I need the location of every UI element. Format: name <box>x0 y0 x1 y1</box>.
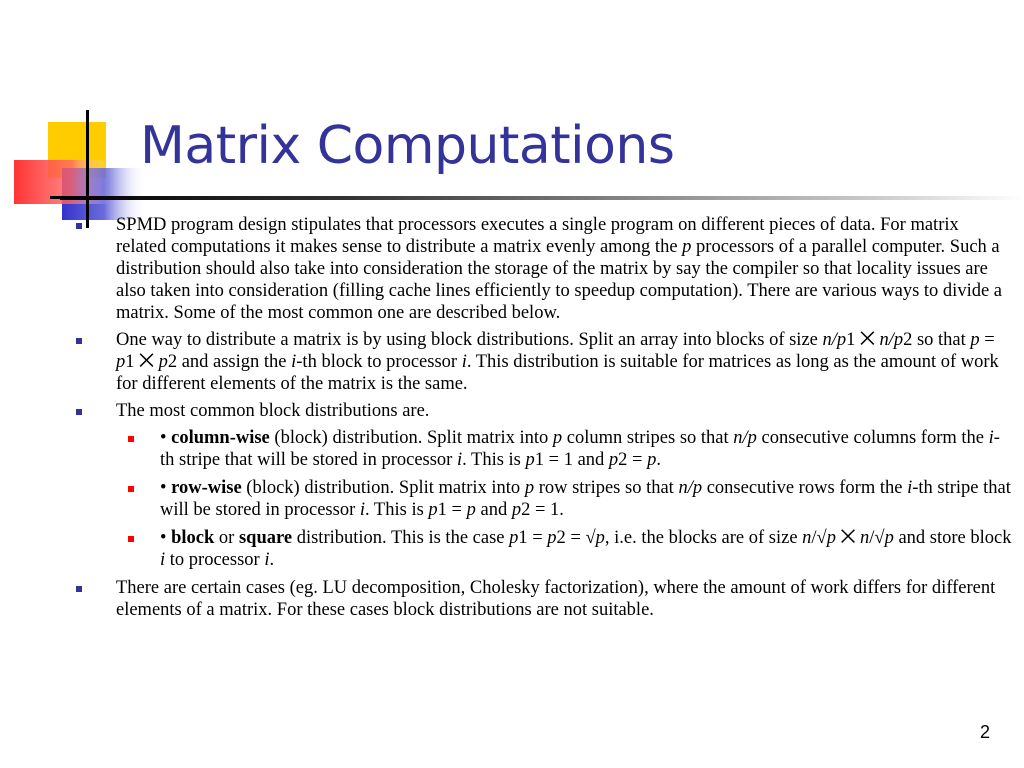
sub-bullet-text: • row-wise (block) distribution. Split matrix into p row stripes so that n/p consecutive rows form the i-th stripe that will be stored in processor i. This is p1 = p and p2 = 1. <box>160 478 1011 520</box>
bullet-text: One way to distribute a matrix is by using block distributions. Split an array into blocks of size n/p1 ⨉ n/p2 so that p = p1 ⨉ p2 and assign the i-th block to processor i. This distribution is suitable for matrices as long as the amount of work for different elements of the matrix is the same. <box>116 330 999 394</box>
red-square-bullet-icon <box>128 486 134 492</box>
bullet-item <box>76 329 1012 395</box>
square-bullet-icon <box>76 223 82 229</box>
sub-bullet-list <box>116 427 1012 571</box>
page-number: 2 <box>979 722 990 742</box>
slide-body <box>76 214 1012 626</box>
title-underline <box>60 196 1024 200</box>
red-square-bullet-icon <box>128 436 134 442</box>
bullet-text: SPMD program design stipulates that processors executes a single program on different pieces of data. For matrix related computations it makes sense to distribute a matrix evenly among the p processors of a parallel computer. Such a distribution should also take into consideration the storage of the matrix by say the compiler so that locality issues are also taken into consideration (filling cache lines efficiently to speedup computation). There are various ways to divide a matrix. Some of the most common one are described below. <box>116 215 1003 323</box>
red-square-bullet-icon <box>128 536 134 542</box>
bullet-item <box>76 214 1012 324</box>
sub-bullet-item <box>76 527 1012 571</box>
sub-bullet-item <box>76 427 1012 471</box>
bullet-text: There are certain cases (eg. LU decomposition, Cholesky factorization), where the amount of work differs for different elements of a matrix. For these cases block distributions are not suitable. <box>116 578 996 620</box>
sub-bullet-item <box>76 477 1012 521</box>
decorative-squares-logo <box>0 0 160 240</box>
slide-title: Matrix Computations <box>140 116 675 176</box>
square-bullet-icon <box>76 338 82 344</box>
bullet-item <box>76 400 1012 571</box>
square-bullet-icon <box>76 586 82 592</box>
bullet-item <box>76 577 1012 621</box>
bullet-list <box>76 214 1012 621</box>
bullet-text: The most common block distributions are. <box>116 401 430 421</box>
sub-bullet-text: • column-wise (block) distribution. Split matrix into p column stripes so that n/p consecutive columns form the i-th stripe that will be stored in processor i. This is p1 = 1 and p2 = p. <box>160 428 1000 470</box>
square-bullet-icon <box>76 409 82 415</box>
sub-bullet-text: • block or square distribution. This is the case p1 = p2 = √p, i.e. the blocks are of size n/√p ⨉ n/√p and store block i to processor i. <box>160 528 1012 570</box>
